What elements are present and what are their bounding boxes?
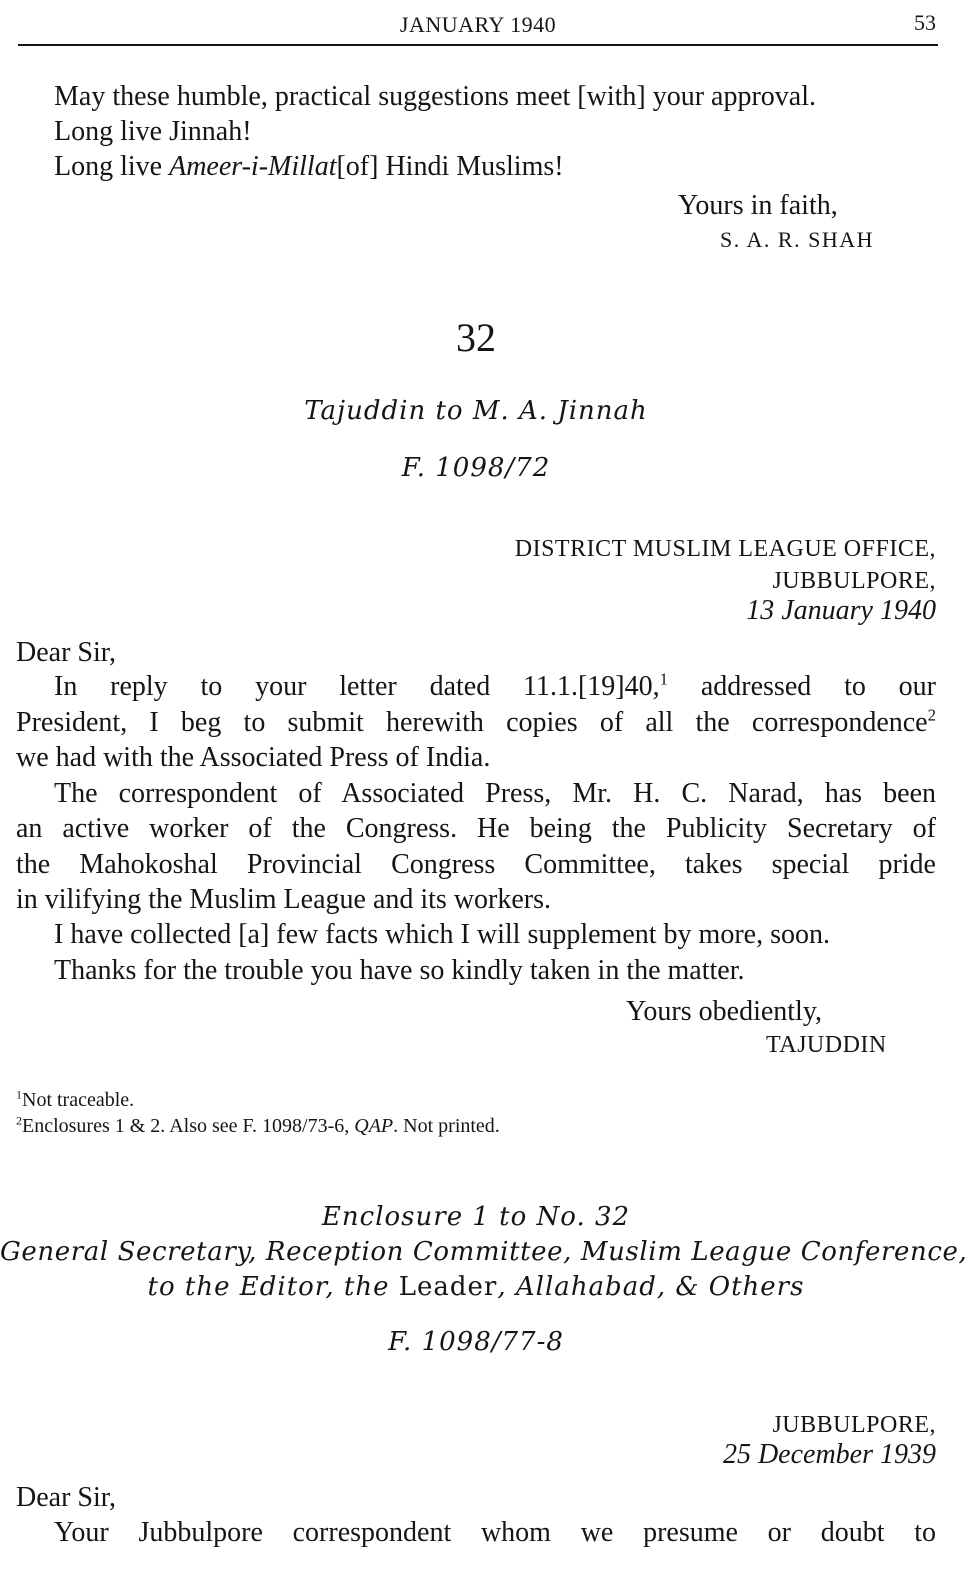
enclosure-heading: Enclosure 1 to No. 32 bbox=[321, 1202, 631, 1232]
footnote-2: $^2$Enclosures 1 & 2. Also see F. 1098/73-6, QAP. Not printed. bbox=[16, 1113, 500, 1137]
enclosure-subheading-line-2: to the Editor, the Leader, Allahabad, & Others bbox=[147, 1272, 805, 1302]
prev-letter-closing: Yours in faith, bbox=[678, 190, 838, 221]
paragraph-4: Thanks for the trouble you have so kindly taken in the matter. bbox=[54, 955, 745, 986]
enclosure-date: 25 December 1939 bbox=[722, 1439, 936, 1470]
enclosure-subheading-line-1: General Secretary, Reception Committee, Muslim League Conference, bbox=[0, 1237, 968, 1267]
paragraph-2-line-4: in vilifying the Muslim League and its workers. bbox=[16, 884, 552, 915]
letter-closing: Yours obediently, bbox=[626, 996, 823, 1027]
prev-letter-signature: S. A. R. SHAH bbox=[720, 227, 874, 252]
paragraph-1-line-3: we had with the Associated Press of India. bbox=[16, 742, 491, 773]
document-file-reference: F. 1098/72 bbox=[401, 453, 551, 483]
paragraph-3: I have collected [a] few facts which I will supplement by more, soon. bbox=[54, 919, 830, 950]
document-heading: Tajuddin to M. A. Jinnah bbox=[304, 396, 648, 426]
paragraph-1-line-1: In reply to your letter dated 11.1.[19]40,$^1$ addressed to our bbox=[54, 669, 936, 702]
enclosure-salutation: Dear Sir, bbox=[16, 1482, 116, 1513]
paragraph-2-line-1: The correspondent of Associated Press, Mr. H. C. Narad, has been bbox=[54, 778, 936, 809]
letter-date: 13 January 1940 bbox=[746, 595, 936, 626]
salutation: Dear Sir, bbox=[16, 637, 116, 668]
letter-signature: TAJUDDIN bbox=[766, 1032, 887, 1058]
prev-letter-line-2: Long live Jinnah! bbox=[54, 116, 252, 147]
sender-address-line-2: JUBBULPORE, bbox=[772, 568, 936, 594]
paragraph-1-line-2: President, I beg to submit herewith copies of all the correspondence$^2$ bbox=[16, 705, 936, 738]
running-header bbox=[18, 4, 938, 46]
running-title: JANUARY 1940 bbox=[399, 12, 557, 37]
paragraph-2-line-2: an active worker of the Congress. He being the Publicity Secretary of bbox=[16, 813, 936, 844]
footnote-1: $^1$Not traceable. bbox=[16, 1087, 135, 1111]
paragraph-2-line-3: the Mahokoshal Provincial Congress Committee, takes special pride bbox=[16, 849, 936, 880]
enclosure-place: JUBBULPORE, bbox=[772, 1412, 936, 1438]
document-number: 32 bbox=[456, 315, 496, 360]
prev-letter-line-1: May these humble, practical suggestions meet [with] your approval. bbox=[54, 81, 817, 112]
page-number: 53 bbox=[914, 10, 936, 35]
enclosure-body-line-1: Your Jubbulpore correspondent whom we presume or doubt to bbox=[54, 1517, 936, 1548]
enclosure-file-reference: F. 1098/77-8 bbox=[388, 1327, 564, 1357]
sender-address-line-1: DISTRICT MUSLIM LEAGUE OFFICE, bbox=[514, 536, 936, 562]
prev-letter-line-3: Long live Ameer-i-Millat[of] Hindi Muslims! bbox=[54, 151, 564, 182]
